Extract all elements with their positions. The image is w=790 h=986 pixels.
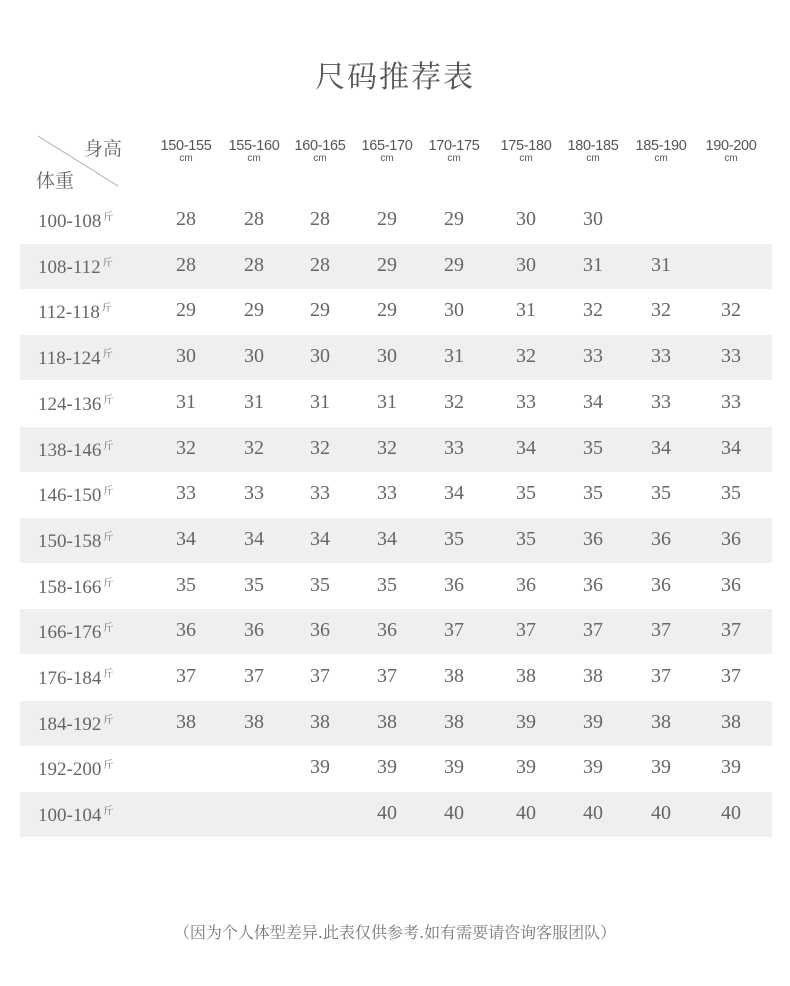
weight-axis-label: 体重: [36, 170, 75, 192]
size-cell: 38: [244, 711, 264, 733]
size-cell: 34: [516, 437, 536, 459]
size-cell: 34: [583, 391, 603, 413]
size-cell: 37: [444, 619, 464, 641]
size-cell: 31: [583, 254, 603, 276]
size-cell: 29: [444, 208, 464, 230]
height-range: 175-180: [500, 138, 552, 154]
weight-range: 184-192: [38, 714, 102, 735]
size-cell: 37: [310, 665, 330, 687]
column-header: [491, 138, 561, 164]
size-cell: 28: [244, 208, 264, 230]
size-cell: 28: [244, 254, 264, 276]
table-row: [20, 427, 772, 472]
size-cell: 35: [583, 482, 603, 504]
size-cell: 30: [244, 345, 264, 367]
weight-range: 108-112: [38, 257, 101, 278]
size-cell: 33: [516, 391, 536, 413]
footnote: （因为个人体型差异.此表仅供参考.如有需要请咨询客服团队）: [173, 923, 617, 942]
size-cell: 38: [444, 711, 464, 733]
column-header: [558, 138, 628, 164]
size-cell: 40: [651, 802, 671, 824]
weight-range-label: [38, 345, 113, 370]
unit-cm: cm: [447, 153, 461, 164]
size-cell: 38: [310, 711, 330, 733]
size-cell: 36: [244, 619, 264, 641]
height-range: 155-160: [228, 138, 280, 154]
size-cell: 33: [651, 345, 671, 367]
unit-jin: 斤: [103, 760, 114, 771]
weight-range: 100-104: [38, 805, 102, 826]
weight-range: 112-118: [38, 302, 100, 323]
size-cell: 33: [651, 391, 671, 413]
size-cell: 39: [721, 756, 741, 778]
unit-jin: 斤: [103, 623, 114, 634]
size-cell: 37: [176, 665, 196, 687]
unit-jin: 斤: [102, 258, 113, 269]
size-cell: 34: [244, 528, 264, 550]
unit-jin: 斤: [103, 486, 114, 497]
size-cell: 40: [377, 802, 397, 824]
weight-range: 166-176: [38, 622, 102, 643]
weight-range: 138-146: [38, 440, 102, 461]
size-cell: 39: [583, 711, 603, 733]
size-cell: 32: [516, 345, 536, 367]
unit-jin: 斤: [103, 532, 114, 543]
size-cell: 35: [651, 482, 671, 504]
size-cell: 30: [310, 345, 330, 367]
size-cell: 29: [377, 299, 397, 321]
size-cell: 31: [244, 391, 264, 413]
size-cell: 33: [583, 345, 603, 367]
size-cell: 36: [651, 574, 671, 596]
size-cell: 35: [176, 574, 196, 596]
size-cell: 36: [516, 574, 536, 596]
size-cell: 32: [651, 299, 671, 321]
weight-range-label: [38, 437, 113, 462]
size-cell: 38: [651, 711, 671, 733]
table-corner-header: [20, 130, 130, 192]
weight-range-label: [38, 802, 113, 827]
weight-range-label: [38, 254, 113, 279]
size-cell: 39: [516, 756, 536, 778]
unit-jin: 斤: [103, 715, 114, 726]
size-cell: 36: [583, 528, 603, 550]
weight-range: 124-136: [38, 394, 102, 415]
size-cell: 30: [444, 299, 464, 321]
unit-cm: cm: [247, 153, 261, 164]
size-cell: 31: [310, 391, 330, 413]
size-cell: 32: [244, 437, 264, 459]
size-cell: 38: [721, 711, 741, 733]
size-cell: 32: [583, 299, 603, 321]
unit-cm: cm: [179, 153, 193, 164]
size-cell: 33: [310, 482, 330, 504]
size-cell: 37: [244, 665, 264, 687]
unit-jin: 斤: [101, 303, 112, 314]
unit-jin: 斤: [102, 349, 113, 360]
size-cell: 31: [377, 391, 397, 413]
height-range: 165-170: [361, 138, 413, 154]
column-header: [219, 138, 289, 164]
size-cell: 28: [310, 208, 330, 230]
size-cell: 36: [176, 619, 196, 641]
table-row: [20, 792, 772, 837]
column-header: [285, 138, 355, 164]
size-cell: 29: [310, 299, 330, 321]
size-cell: 35: [516, 528, 536, 550]
size-cell: 30: [516, 208, 536, 230]
size-cell: 39: [651, 756, 671, 778]
unit-jin: 斤: [103, 806, 114, 817]
size-cell: 37: [651, 619, 671, 641]
size-cell: 36: [721, 528, 741, 550]
table-row: [20, 381, 772, 426]
weight-range-label: [38, 299, 112, 324]
size-cell: 40: [516, 802, 536, 824]
size-cell: 32: [310, 437, 330, 459]
size-cell: 39: [310, 756, 330, 778]
weight-range-label: [38, 391, 113, 416]
weight-range: 192-200: [38, 759, 102, 780]
column-header: [151, 138, 221, 164]
size-cell: 34: [377, 528, 397, 550]
table-row: [20, 564, 772, 609]
weight-range: 146-150: [38, 485, 102, 506]
weight-range-label: [38, 528, 113, 553]
weight-range: 150-158: [38, 531, 102, 552]
height-range: 190-200: [705, 138, 757, 154]
size-cell: 35: [444, 528, 464, 550]
size-cell: 38: [516, 665, 536, 687]
weight-range: 158-166: [38, 577, 102, 598]
size-cell: 36: [377, 619, 397, 641]
weight-range-label: [38, 482, 113, 507]
table-row: [20, 289, 772, 334]
size-cell: 36: [310, 619, 330, 641]
weight-range-label: [38, 665, 113, 690]
size-cell: 35: [310, 574, 330, 596]
unit-cm: cm: [313, 153, 327, 164]
table-row: [20, 244, 772, 289]
column-header: [696, 138, 766, 164]
size-cell: 36: [444, 574, 464, 596]
size-cell: 34: [721, 437, 741, 459]
size-cell: 34: [310, 528, 330, 550]
size-cell: 40: [583, 802, 603, 824]
size-cell: 33: [721, 391, 741, 413]
size-cell: 29: [444, 254, 464, 276]
size-cell: 28: [310, 254, 330, 276]
size-cell: 38: [377, 711, 397, 733]
size-cell: 40: [721, 802, 741, 824]
size-cell: 39: [444, 756, 464, 778]
table-row: [20, 335, 772, 380]
table-row: [20, 701, 772, 746]
size-cell: 34: [651, 437, 671, 459]
size-cell: 29: [377, 254, 397, 276]
height-range: 180-185: [567, 138, 619, 154]
unit-jin: 斤: [103, 395, 114, 406]
weight-range-label: [38, 756, 113, 781]
size-cell: 33: [721, 345, 741, 367]
size-cell: 35: [244, 574, 264, 596]
size-cell: 34: [176, 528, 196, 550]
table-row: [20, 609, 772, 654]
table-row: [20, 472, 772, 517]
size-cell: 38: [583, 665, 603, 687]
weight-range: 100-108: [38, 211, 102, 232]
page-title: 尺码推荐表: [315, 60, 475, 95]
height-range: 150-155: [160, 138, 212, 154]
size-cell: 30: [516, 254, 536, 276]
table-row: [20, 518, 772, 563]
size-cell: 31: [444, 345, 464, 367]
height-range: 185-190: [635, 138, 687, 154]
size-cell: 35: [516, 482, 536, 504]
weight-range-label: [38, 711, 113, 736]
column-header: [352, 138, 422, 164]
size-cell: 37: [721, 619, 741, 641]
size-cell: 36: [721, 574, 741, 596]
size-cell: 34: [444, 482, 464, 504]
size-cell: 37: [377, 665, 397, 687]
size-cell: 32: [721, 299, 741, 321]
weight-range-label: [38, 619, 113, 644]
size-cell: 37: [516, 619, 536, 641]
unit-jin: 斤: [103, 669, 114, 680]
unit-cm: cm: [654, 153, 668, 164]
size-cell: 29: [377, 208, 397, 230]
size-cell: 37: [583, 619, 603, 641]
unit-cm: cm: [519, 153, 533, 164]
size-cell: 39: [583, 756, 603, 778]
table-row: [20, 655, 772, 700]
size-cell: 38: [444, 665, 464, 687]
size-cell: 39: [377, 756, 397, 778]
size-cell: 40: [444, 802, 464, 824]
column-header: [419, 138, 489, 164]
column-header: [626, 138, 696, 164]
size-cell: 37: [651, 665, 671, 687]
size-cell: 32: [377, 437, 397, 459]
size-cell: 29: [244, 299, 264, 321]
size-cell: 30: [176, 345, 196, 367]
size-cell: 33: [176, 482, 196, 504]
size-cell: 35: [583, 437, 603, 459]
height-range: 170-175: [428, 138, 480, 154]
size-cell: 38: [176, 711, 196, 733]
size-cell: 30: [583, 208, 603, 230]
size-cell: 37: [721, 665, 741, 687]
size-cell: 28: [176, 254, 196, 276]
unit-jin: 斤: [103, 441, 114, 452]
weight-range-label: [38, 208, 113, 233]
size-cell: 33: [444, 437, 464, 459]
size-cell: 29: [176, 299, 196, 321]
unit-cm: cm: [586, 153, 600, 164]
size-cell: 31: [176, 391, 196, 413]
weight-range-label: [38, 574, 113, 599]
size-cell: 32: [444, 391, 464, 413]
weight-range: 176-184: [38, 668, 102, 689]
height-range: 160-165: [294, 138, 346, 154]
size-cell: 31: [516, 299, 536, 321]
size-cell: 36: [583, 574, 603, 596]
table-row: [20, 198, 772, 243]
size-cell: 35: [721, 482, 741, 504]
unit-jin: 斤: [103, 578, 114, 589]
size-cell: 33: [244, 482, 264, 504]
height-axis-label: 身高: [83, 138, 122, 160]
unit-cm: cm: [724, 153, 738, 164]
size-cell: 39: [516, 711, 536, 733]
unit-cm: cm: [380, 153, 394, 164]
unit-jin: 斤: [103, 212, 114, 223]
size-cell: 28: [176, 208, 196, 230]
size-cell: 30: [377, 345, 397, 367]
size-cell: 32: [176, 437, 196, 459]
size-cell: 33: [377, 482, 397, 504]
weight-range: 118-124: [38, 348, 101, 369]
table-row: [20, 746, 772, 791]
size-cell: 36: [651, 528, 671, 550]
size-cell: 31: [651, 254, 671, 276]
size-cell: 35: [377, 574, 397, 596]
